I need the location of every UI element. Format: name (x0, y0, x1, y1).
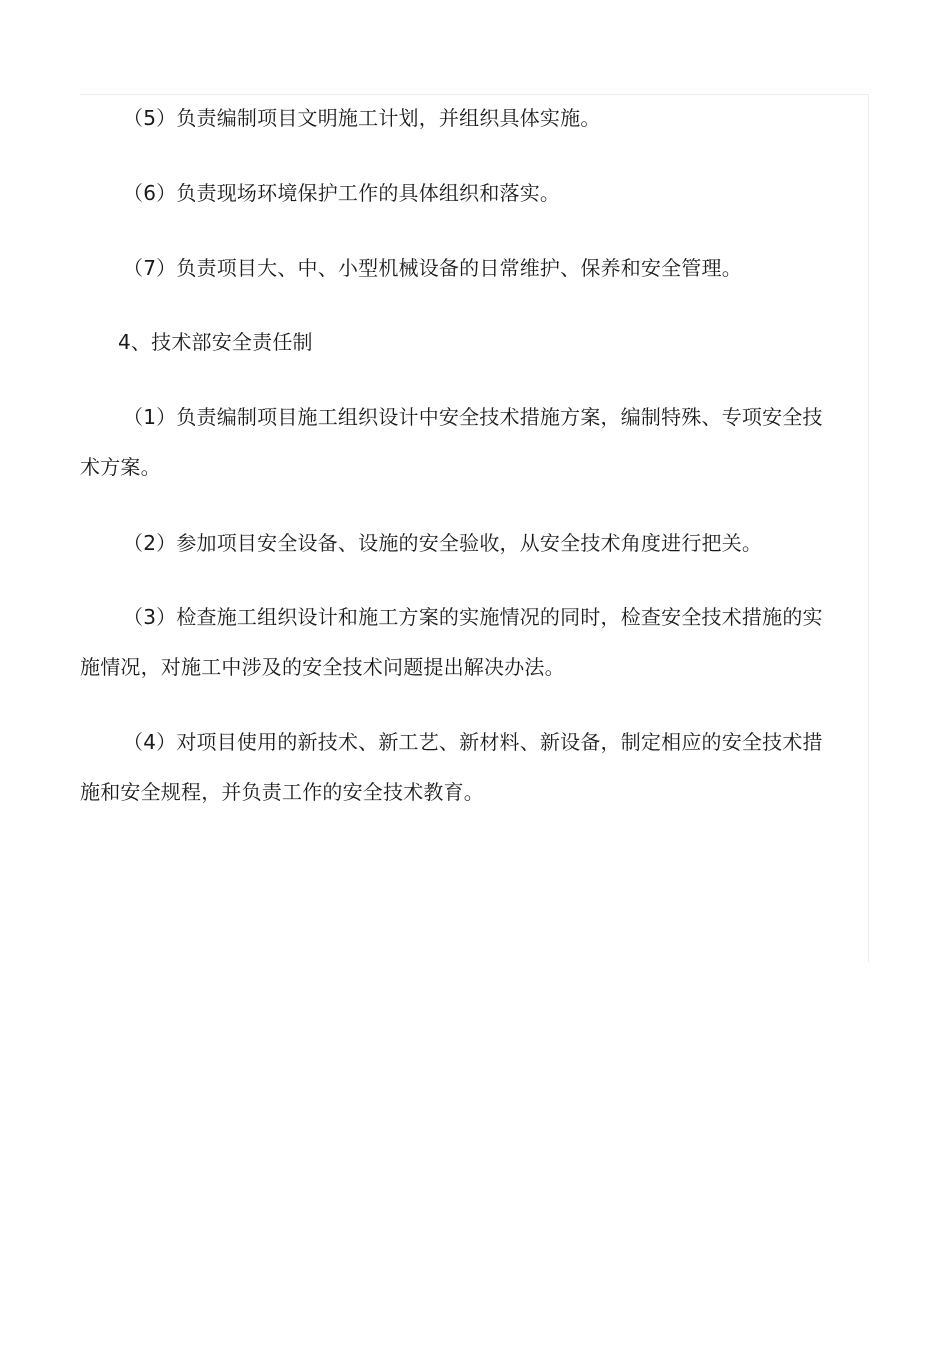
paragraph-item-7: （7）负责项目大、中、小型机械设备的日常维护、保养和安全管理。 (123, 256, 742, 280)
paragraph-tech-1: （1）负责编制项目施工组织设计中安全技术措施方案，编制特殊、专项安全技术方案。 (80, 405, 823, 479)
paragraph-tech-4: （4）对项目使用的新技术、新工艺、新材料、新设备，制定相应的安全技术措施和安全规程，并负责工作的安全技术教育。 (80, 730, 823, 804)
paragraph-item-6: （6）负责现场环境保护工作的具体组织和落实。 (123, 181, 561, 205)
paragraph-tech-3: （3）检查施工组织设计和施工方案的实施情况的同时，检查安全技术措施的实施情况，对施工中涉及的安全技术问题提出解决办法。 (80, 605, 823, 679)
paragraph-item-5: （5）负责编制项目文明施工计划，并组织具体实施。 (123, 106, 601, 130)
section-heading: 4、技术部安全责任制 (118, 330, 313, 354)
paragraph-tech-2: （2）参加项目安全设备、设施的安全验收，从安全技术角度进行把关。 (123, 531, 763, 555)
